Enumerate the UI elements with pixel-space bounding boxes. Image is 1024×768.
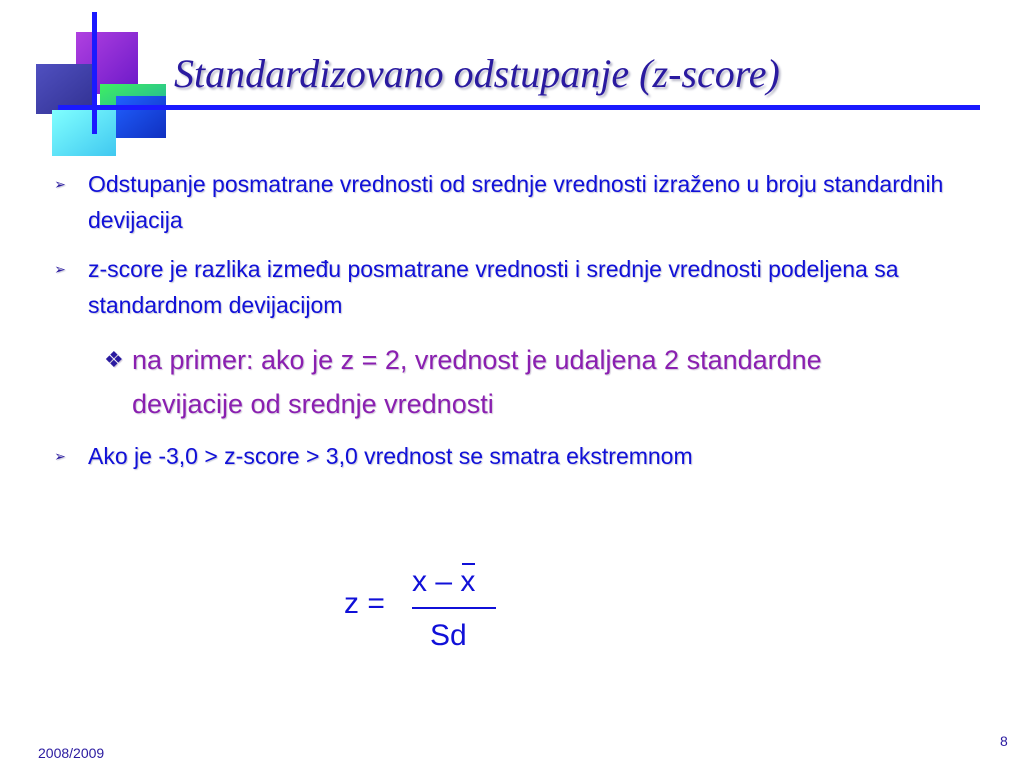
bullet-text: z-score je razlika između posmatrane vrednosti i srednje vrednosti podeljena sa standardnom devijacijom bbox=[88, 256, 899, 318]
bullet-item bbox=[50, 251, 950, 323]
bullet-item bbox=[50, 166, 950, 238]
formula-x: x bbox=[412, 565, 427, 598]
slide-title: Standardizovano odstupanje (z-score) bbox=[174, 51, 780, 96]
bullet-text: Ako je -3,0 > z-score > 3,0 vrednost se smatra ekstremnom bbox=[88, 443, 693, 469]
arrow-bullet-icon: ➢ bbox=[54, 448, 66, 464]
arrow-bullet-icon: ➢ bbox=[54, 176, 66, 192]
formula-denominator: Sd bbox=[430, 619, 467, 652]
formula-numerator bbox=[412, 565, 475, 599]
sub-bullet-text: na primer: ako je z = 2, vrednost je udaljena 2 standardne devijacije od srednje vrednosti bbox=[132, 345, 822, 419]
formula-minus: – bbox=[435, 565, 453, 598]
arrow-bullet-icon: ➢ bbox=[54, 261, 66, 277]
sub-bullet-item bbox=[104, 338, 884, 426]
formula-lhs: z = bbox=[344, 587, 385, 620]
decorative-squares-icon bbox=[36, 12, 176, 162]
bullet-item bbox=[50, 438, 950, 474]
title-underline bbox=[58, 105, 980, 110]
bullet-text: Odstupanje posmatrane vrednosti od srednje vrednosti izraženo u broju standardnih devijacija bbox=[88, 171, 944, 233]
z-score-formula bbox=[340, 555, 540, 665]
fraction-line bbox=[412, 607, 496, 609]
diamond-bullet-icon: ❖ bbox=[104, 347, 124, 372]
formula-xbar: x bbox=[460, 565, 476, 598]
decorative-logo-graphic bbox=[36, 12, 176, 162]
slide-number: 8 bbox=[1000, 733, 1008, 749]
footer-date: 2008/2009 bbox=[38, 745, 105, 761]
